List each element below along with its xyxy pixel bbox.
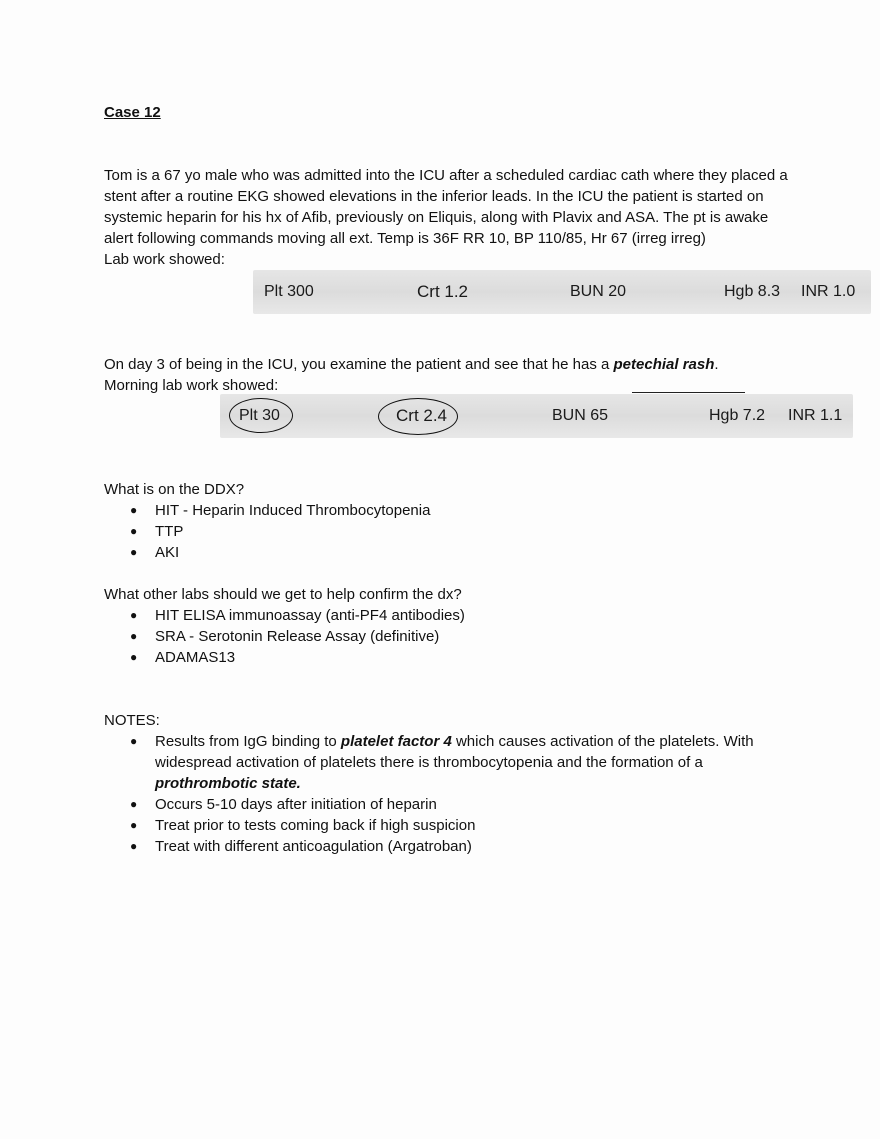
list-item: ● AKI [130, 544, 180, 561]
case-title: Case 12 [104, 104, 161, 121]
lab-plt-initial: Plt 300 [264, 283, 314, 300]
lab-hgb-day3: Hgb 7.2 [709, 407, 766, 424]
bullet-icon: ● [130, 545, 138, 559]
bullet-icon: ● [130, 608, 138, 622]
bullet-icon: ● [130, 524, 138, 538]
list-item: ● Treat with different anticoagulation (Argatroban) [130, 838, 472, 855]
bullet-icon: ● [130, 503, 138, 517]
lab-hgb-initial: Hgb 8.3 [724, 283, 781, 300]
day3-text-after: . [714, 356, 719, 373]
list-item: ● Occurs 5-10 days after initiation of heparin [130, 796, 437, 813]
ddx-question: What is on the DDX? [104, 481, 245, 498]
lab-plt-day3: Plt 30 [239, 407, 280, 424]
morning-lab-label: Morning lab work showed: [104, 377, 279, 394]
day3-paragraph [104, 354, 794, 396]
list-item: ● Results from IgG binding to platelet factor 4 which causes activation of the platelets. With widespread activation of platelets there is thrombocytopenia and the formation of a prothrombotic state. [130, 733, 754, 792]
handwritten-underline [632, 392, 745, 393]
lab-bun-initial: BUN 20 [570, 283, 627, 300]
bullet-icon: ● [130, 797, 138, 811]
initial-labs-image [253, 270, 871, 314]
list-item: ● ADAMAS13 [130, 649, 236, 666]
platelet-factor-emphasis: platelet factor 4 [340, 733, 452, 750]
notes-heading: NOTES: [104, 712, 160, 729]
handwritten-circle-crt [378, 398, 458, 435]
case-intro-text: Tom is a 67 yo male who was admitted into the ICU after a scheduled cardiac cath where they placed a stent after a routine EKG showed elevations in the inferior leads. In the ICU the patient is started on systemic heparin for his hx of Afib, previously on Eliquis, along with Plavix and ASA. The pt is awake alert following commands moving all ext. Temp is 36F RR 10, BP 110/85, Hr 67 (irreg irreg) [104, 167, 788, 247]
bullet-icon: ● [130, 650, 138, 664]
notes-list [104, 731, 794, 857]
day3-text-before: On day 3 of being in the ICU, you examine the patient and see that he has a [104, 356, 614, 373]
list-item: ● TTP [130, 523, 184, 540]
lab-inr-initial: INR 1.0 [801, 283, 856, 300]
other-labs-list [104, 605, 784, 668]
prothrombotic-emphasis: prothrombotic state. [155, 775, 301, 792]
lab-bun-day3: BUN 65 [552, 407, 609, 424]
lab-work-label: Lab work showed: [104, 251, 225, 268]
petechial-rash-emphasis: petechial rash [613, 356, 715, 373]
list-item: ● SRA - Serotonin Release Assay (definitive) [130, 628, 440, 645]
bullet-icon: ● [130, 629, 138, 643]
lab-inr-day3: INR 1.1 [788, 407, 843, 424]
day3-labs-image [220, 394, 853, 438]
lab-crt-day3: Crt 2.4 [396, 406, 448, 425]
bullet-icon: ● [130, 818, 138, 832]
list-item: ● HIT - Heparin Induced Thrombocytopenia [130, 502, 431, 519]
list-item: ● Treat prior to tests coming back if high suspicion [130, 817, 476, 834]
handwritten-circle-plt [229, 398, 293, 433]
ddx-list [104, 500, 784, 563]
case-intro-paragraph [104, 165, 794, 270]
bullet-icon: ● [130, 734, 138, 748]
bullet-icon: ● [130, 839, 138, 853]
other-labs-question: What other labs should we get to help confirm the dx? [104, 586, 462, 603]
lab-crt-initial: Crt 1.2 [417, 282, 469, 301]
list-item: ● HIT ELISA immunoassay (anti-PF4 antibodies) [130, 607, 465, 624]
